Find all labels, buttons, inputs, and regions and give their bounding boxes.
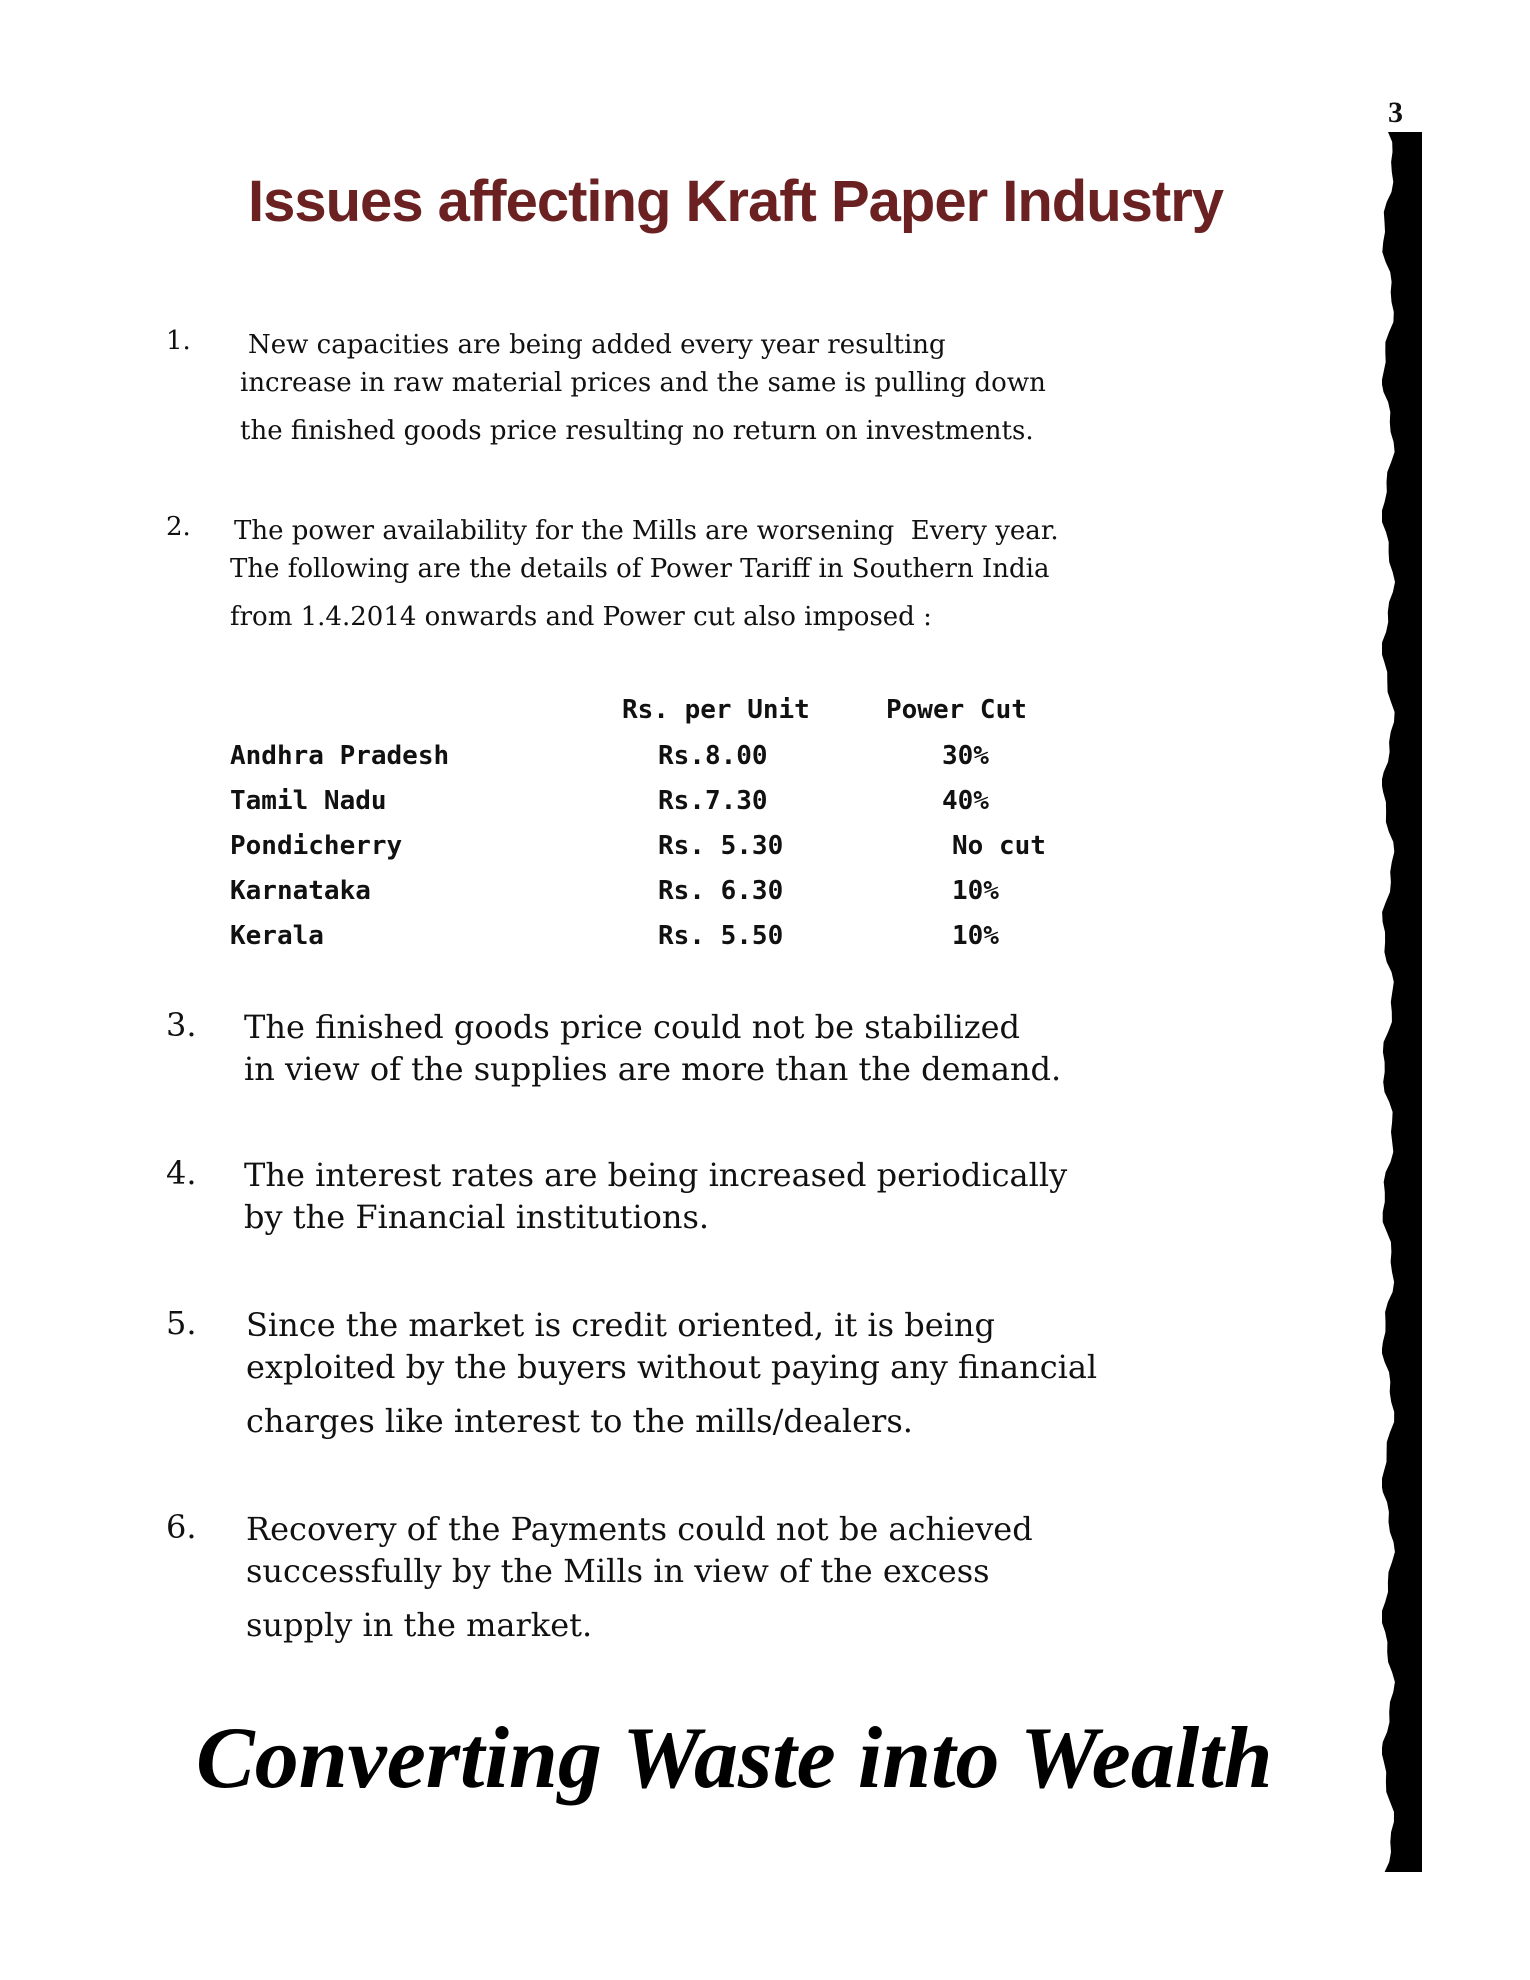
table-row <box>230 824 1130 869</box>
header-power-cut: Power Cut <box>886 695 1027 725</box>
cut-cell: 30% <box>942 741 989 771</box>
table-row <box>230 914 1130 959</box>
item-line: supply in the market. <box>246 1606 593 1644</box>
item-line: The power availability for the Mills are worsening Every year. <box>234 516 1059 546</box>
power-tariff-table <box>230 688 1130 959</box>
item-line: in view of the supplies are more than the demand. <box>244 1050 1062 1088</box>
state-cell: Kerala <box>230 921 324 951</box>
item-text <box>246 1304 1246 1442</box>
item-text <box>244 1154 1244 1238</box>
item-number: 5. <box>166 1304 197 1342</box>
cut-cell: 10% <box>952 921 999 951</box>
item-line: the finished goods price resulting no return on investments. <box>240 416 1034 446</box>
item-line: Recovery of the Payments could not be achieved <box>246 1510 1033 1548</box>
item-line: charges like interest to the mills/dealers. <box>246 1402 913 1440</box>
table-header-row <box>230 688 1130 734</box>
item-line: successfully by the Mills in view of the excess <box>246 1552 990 1590</box>
table-row <box>230 734 1130 779</box>
item-text <box>230 512 1230 636</box>
item-line: Since the market is credit oriented, it is being <box>246 1306 995 1344</box>
item-text <box>246 1508 1246 1646</box>
state-cell: Andhra Pradesh <box>230 741 450 771</box>
wavy-side-bar <box>1382 132 1422 1872</box>
rate-cell: Rs. 5.30 <box>658 831 784 861</box>
item-line: from 1.4.2014 onwards and Power cut also imposed : <box>230 602 932 632</box>
item-line: The finished goods price could not be stabilized <box>244 1008 1021 1046</box>
item-number: 6. <box>166 1508 197 1546</box>
item-text <box>240 326 1240 450</box>
state-cell: Pondicherry <box>230 831 403 861</box>
item-text <box>244 1006 1244 1090</box>
state-cell: Karnataka <box>230 876 371 906</box>
item-line: The following are the details of Power Tariff in Southern India <box>230 554 1050 584</box>
item-number: 3. <box>166 1006 197 1044</box>
page-number: 3 <box>1388 96 1403 129</box>
table-row <box>230 779 1130 824</box>
cut-cell: 10% <box>952 876 999 906</box>
tagline: Converting Waste into Wealth <box>196 1710 1273 1807</box>
page-title: Issues affecting Kraft Paper Industry <box>248 169 1224 234</box>
header-rate: Rs. per Unit <box>622 695 810 725</box>
rate-cell: Rs.8.00 <box>658 741 768 771</box>
item-line: The interest rates are being increased periodically <box>244 1156 1068 1194</box>
item-line: New capacities are being added every year resulting <box>248 330 946 360</box>
state-cell: Tamil Nadu <box>230 786 387 816</box>
item-line: by the Financial institutions. <box>244 1198 710 1236</box>
item-line: exploited by the buyers without paying any financial <box>246 1348 1098 1386</box>
item-number: 1. <box>166 326 191 356</box>
item-line: increase in raw material prices and the same is pulling down <box>240 368 1046 398</box>
rate-cell: Rs. 6.30 <box>658 876 784 906</box>
item-number: 2. <box>166 512 191 542</box>
table-row <box>230 869 1130 914</box>
rate-cell: Rs.7.30 <box>658 786 768 816</box>
item-number: 4. <box>166 1154 197 1192</box>
cut-cell: No cut <box>952 831 1046 861</box>
cut-cell: 40% <box>942 786 989 816</box>
rate-cell: Rs. 5.50 <box>658 921 784 951</box>
